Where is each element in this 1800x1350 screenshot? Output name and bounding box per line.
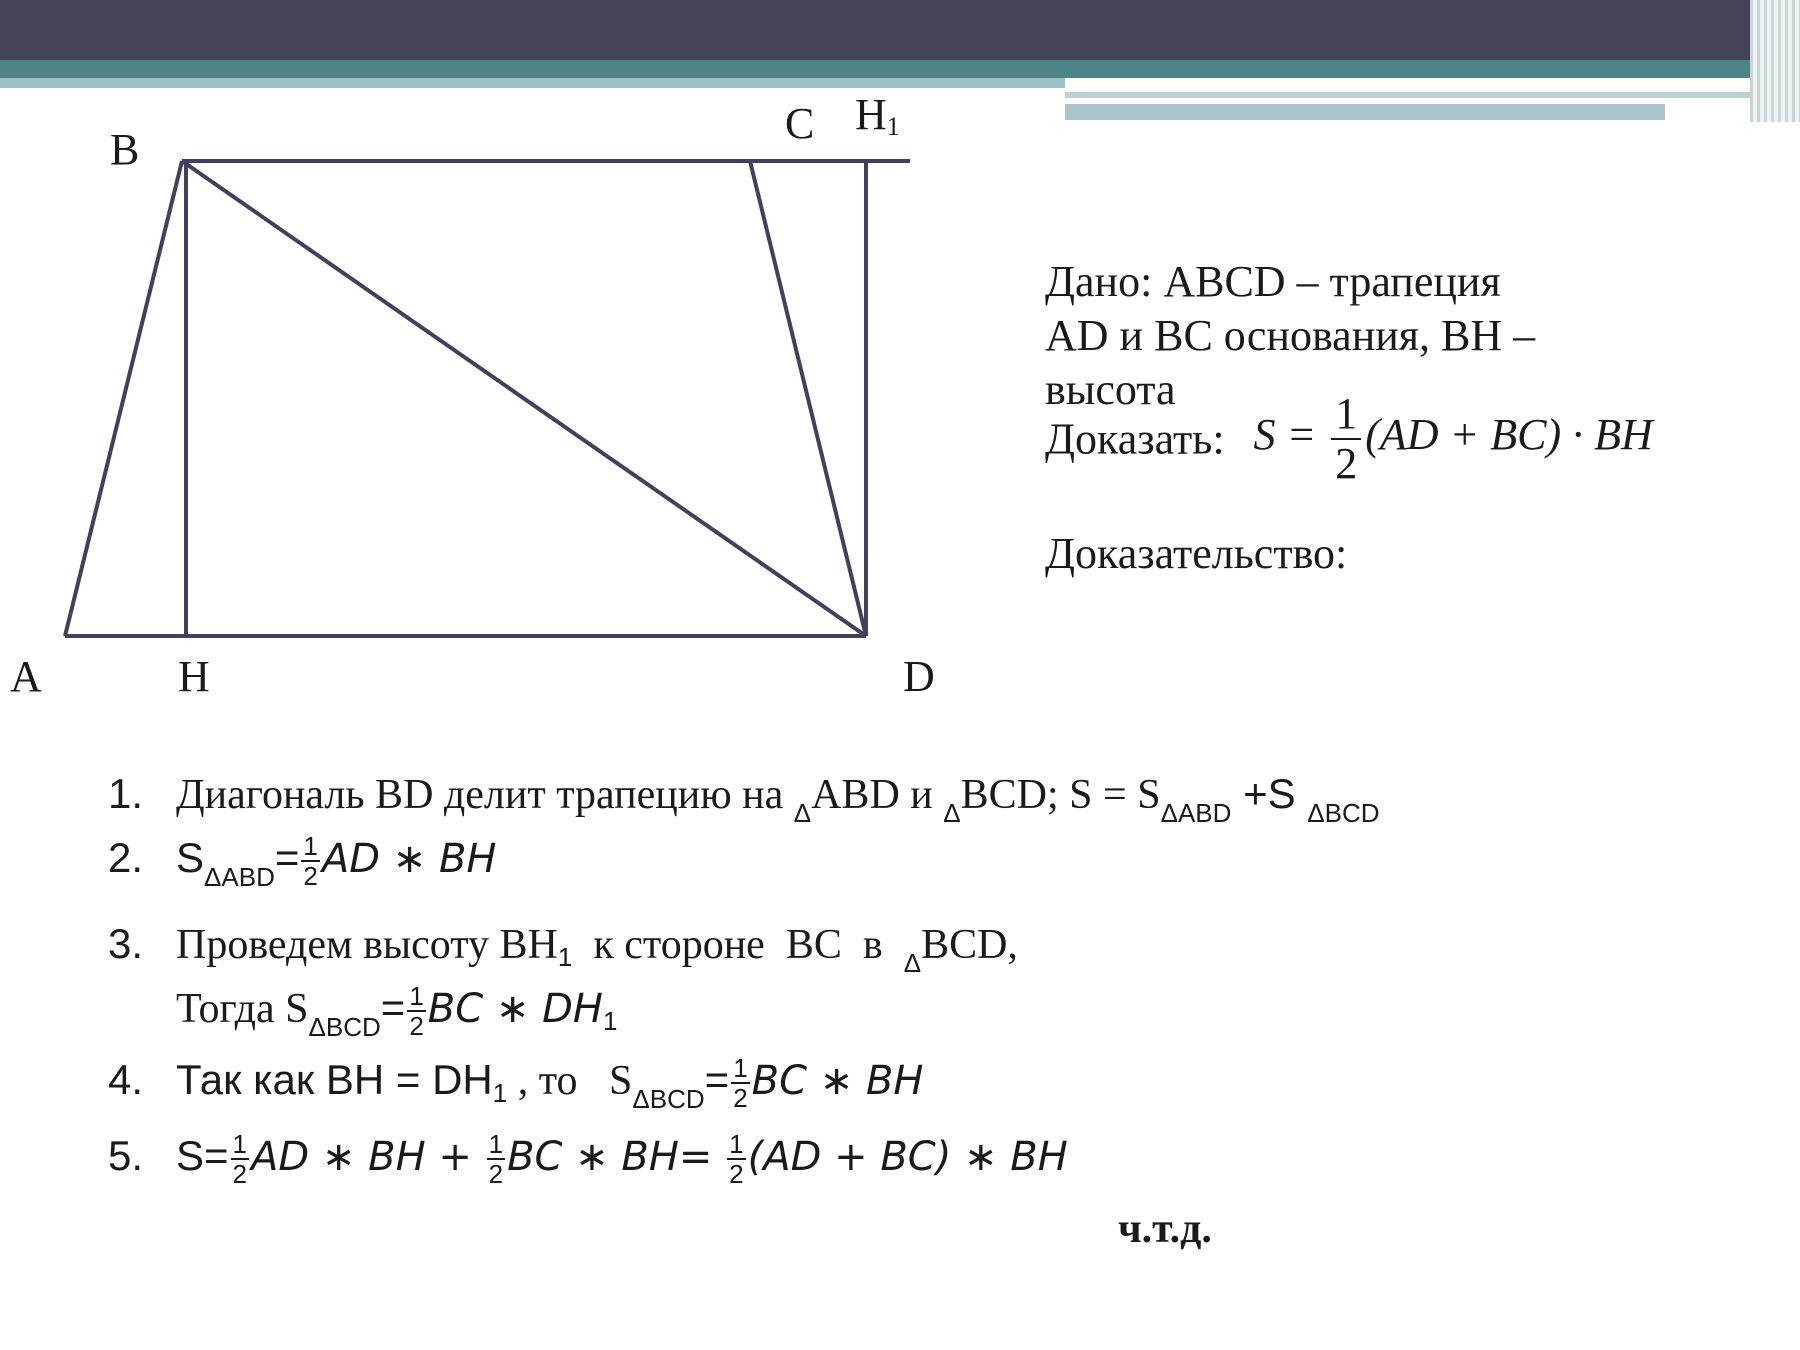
fraction-half: $\frac{1}{2}$ bbox=[729, 1129, 744, 1189]
label-a: A bbox=[10, 652, 42, 701]
fraction-half: $\frac{1}{2}$ bbox=[409, 981, 424, 1041]
proof-label: Доказательство: bbox=[1045, 529, 1348, 578]
label-h1: $H_1$ bbox=[855, 90, 900, 141]
prove-row bbox=[1045, 390, 1653, 488]
step-1: 1. Диагональ BD делит трапецию на $_\Delta$ABD и $_\Delta$BCD; $S = S_{\Delta ABD} +S$ $_{\Delta BCD}$ bbox=[108, 770, 1380, 828]
step-4: 4. Так как BH = $DH_1$ , то $S_{\Delta BCD}=$ $\frac{1}{2}$ BC ∗ BH bbox=[108, 1053, 924, 1115]
fraction-half: $\frac{1}{2}$ bbox=[733, 1053, 748, 1113]
label-b: B bbox=[110, 125, 140, 174]
diagonal-bd bbox=[182, 161, 866, 636]
prove-label: Доказать: bbox=[1045, 414, 1225, 464]
label-d: D bbox=[903, 652, 935, 701]
side-ab bbox=[65, 161, 182, 636]
step-2: 2. $S_{\Delta ABD}=$ $\frac{1}{2}$ AD ∗ BH bbox=[108, 831, 497, 893]
area-formula bbox=[1253, 389, 1653, 488]
step-5: 5. S= $\frac{1}{2}$ AD ∗ BH + $\frac{1}{2}$ BC ∗ BH= $\frac{1}{2}$ (AD + BC) ∗ BH bbox=[108, 1129, 1068, 1189]
header-band-light-step bbox=[1065, 104, 1665, 120]
formula-lhs: S = bbox=[1253, 410, 1328, 460]
label-c: C bbox=[785, 99, 815, 148]
fraction-half: $\frac{1}{2}$ bbox=[303, 831, 318, 891]
side-cd bbox=[750, 161, 866, 636]
given-line: Дано: ABCD – трапеция bbox=[1045, 257, 1501, 306]
formula-rhs: (AD + BC) · BH bbox=[1365, 410, 1653, 460]
fraction-half: $\frac{1}{2}$ bbox=[488, 1129, 504, 1189]
trapezoid-diagram bbox=[0, 0, 1000, 700]
given-line: высота bbox=[1045, 365, 1176, 414]
header-band-light-thin bbox=[1065, 92, 1800, 98]
fraction-half: $\frac{1}{2}$ bbox=[232, 1129, 248, 1189]
fraction-half: $\frac{1}{2}$ bbox=[1331, 390, 1361, 488]
step-3-continued: Тогда $S_{\Delta BCD}=$ $\frac{1}{2}$ BC ∗ $DH_1$ bbox=[176, 981, 618, 1043]
qed-label: ч.т.д. bbox=[1118, 1206, 1212, 1252]
header-corner-stripes bbox=[1750, 0, 1800, 122]
given-line: AD и BC основания, BH – bbox=[1045, 311, 1536, 360]
step-3: 3. Проведем высоту $BH_1$ к стороне BC в $_\Delta$BCD, bbox=[108, 920, 1018, 978]
label-h: H bbox=[178, 652, 210, 701]
